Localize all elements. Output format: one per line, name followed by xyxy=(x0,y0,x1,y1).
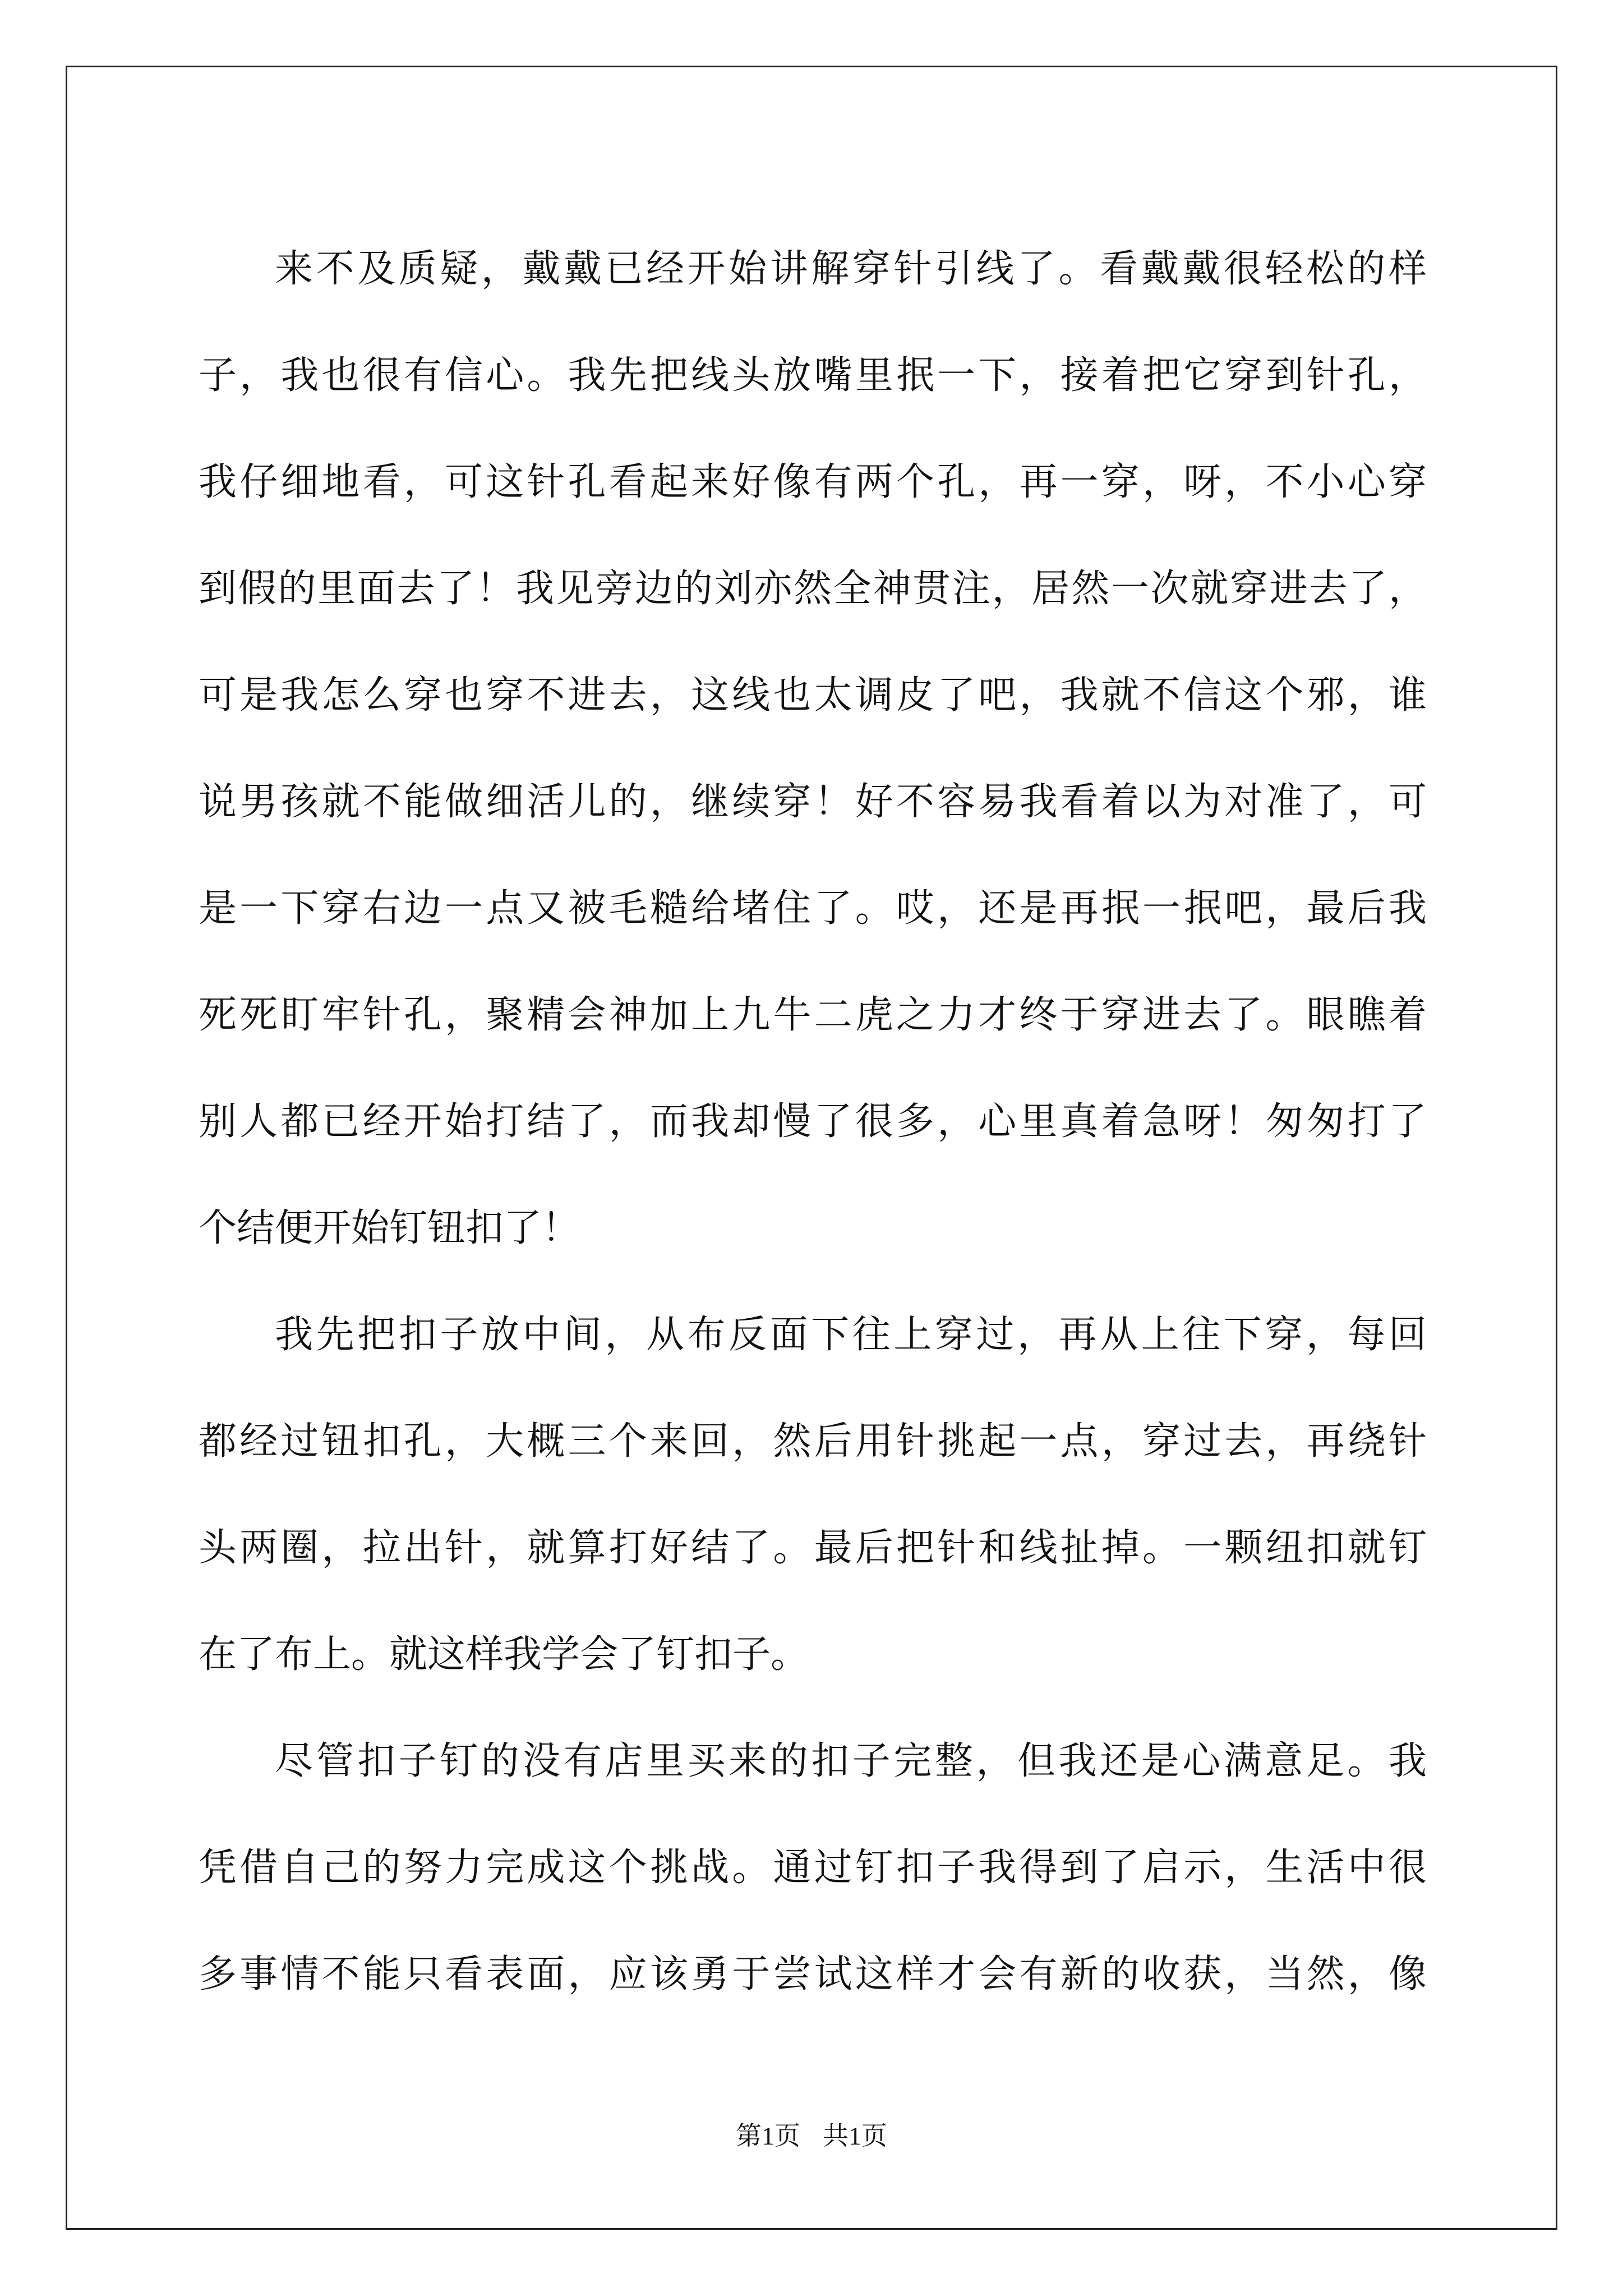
text-line: 子，我也很有信心。我先把线头放嘴里抿一下，接着把它穿到针孔， xyxy=(199,353,1427,398)
paragraph-1 xyxy=(199,216,1427,1282)
text-line: 说男孩就不能做细活儿的，继续穿！好不容易我看着以为对准了，可 xyxy=(199,780,1427,824)
paragraph-2 xyxy=(199,1282,1427,1708)
text-line: 在了布上。就这样我学会了钉扣子。 xyxy=(199,1632,809,1677)
text-line: 我仔细地看，可这针孔看起来好像有两个孔，再一穿，呀，不小心穿 xyxy=(199,460,1427,504)
document-body xyxy=(199,216,1427,2028)
text-line: 是一下穿右边一点又被毛糙给堵住了。哎，还是再抿一抿吧，最后我 xyxy=(199,886,1427,931)
text-line: 头两圈，拉出针，就算打好结了。最后把针和线扯掉。一颗纽扣就钉 xyxy=(199,1526,1427,1570)
text-line: 可是我怎么穿也穿不进去，这线也太调皮了吧，我就不信这个邪，谁 xyxy=(199,673,1427,717)
page-footer xyxy=(0,2119,1623,2153)
text-line: 死死盯牢针孔，聚精会神加上九牛二虎之力才终于穿进去了。眼瞧着 xyxy=(199,993,1427,1037)
page-number: 第1页 xyxy=(736,2122,800,2150)
text-line: 到假的里面去了！我见旁边的刘亦然全神贯注，居然一次就穿进去了， xyxy=(199,567,1427,611)
text-line: 个结便开始钉钮扣了！ xyxy=(199,1206,580,1250)
text-line: 别人都已经开始打结了，而我却慢了很多，心里真着急呀！匆匆打了 xyxy=(199,1099,1427,1144)
text-line: 凭借自己的努力完成这个挑战。通过钉扣子我得到了启示，生活中很 xyxy=(199,1846,1427,1890)
paragraph-3 xyxy=(199,1708,1427,2028)
text-line: 多事情不能只看表面，应该勇于尝试这样才会有新的收获，当然，像 xyxy=(199,1952,1427,1996)
text-line: 尽管扣子钉的没有店里买来的扣子完整，但我还是心满意足。我 xyxy=(275,1739,1427,1783)
text-line: 都经过钮扣孔，大概三个来回，然后用针挑起一点，穿过去，再绕针 xyxy=(199,1419,1427,1464)
text-line: 来不及质疑，戴戴已经开始讲解穿针引线了。看戴戴很轻松的样 xyxy=(275,247,1427,291)
page-total: 共1页 xyxy=(823,2122,887,2150)
text-line: 我先把扣子放中间，从布反面下往上穿过，再从上往下穿，每回 xyxy=(275,1313,1427,1357)
